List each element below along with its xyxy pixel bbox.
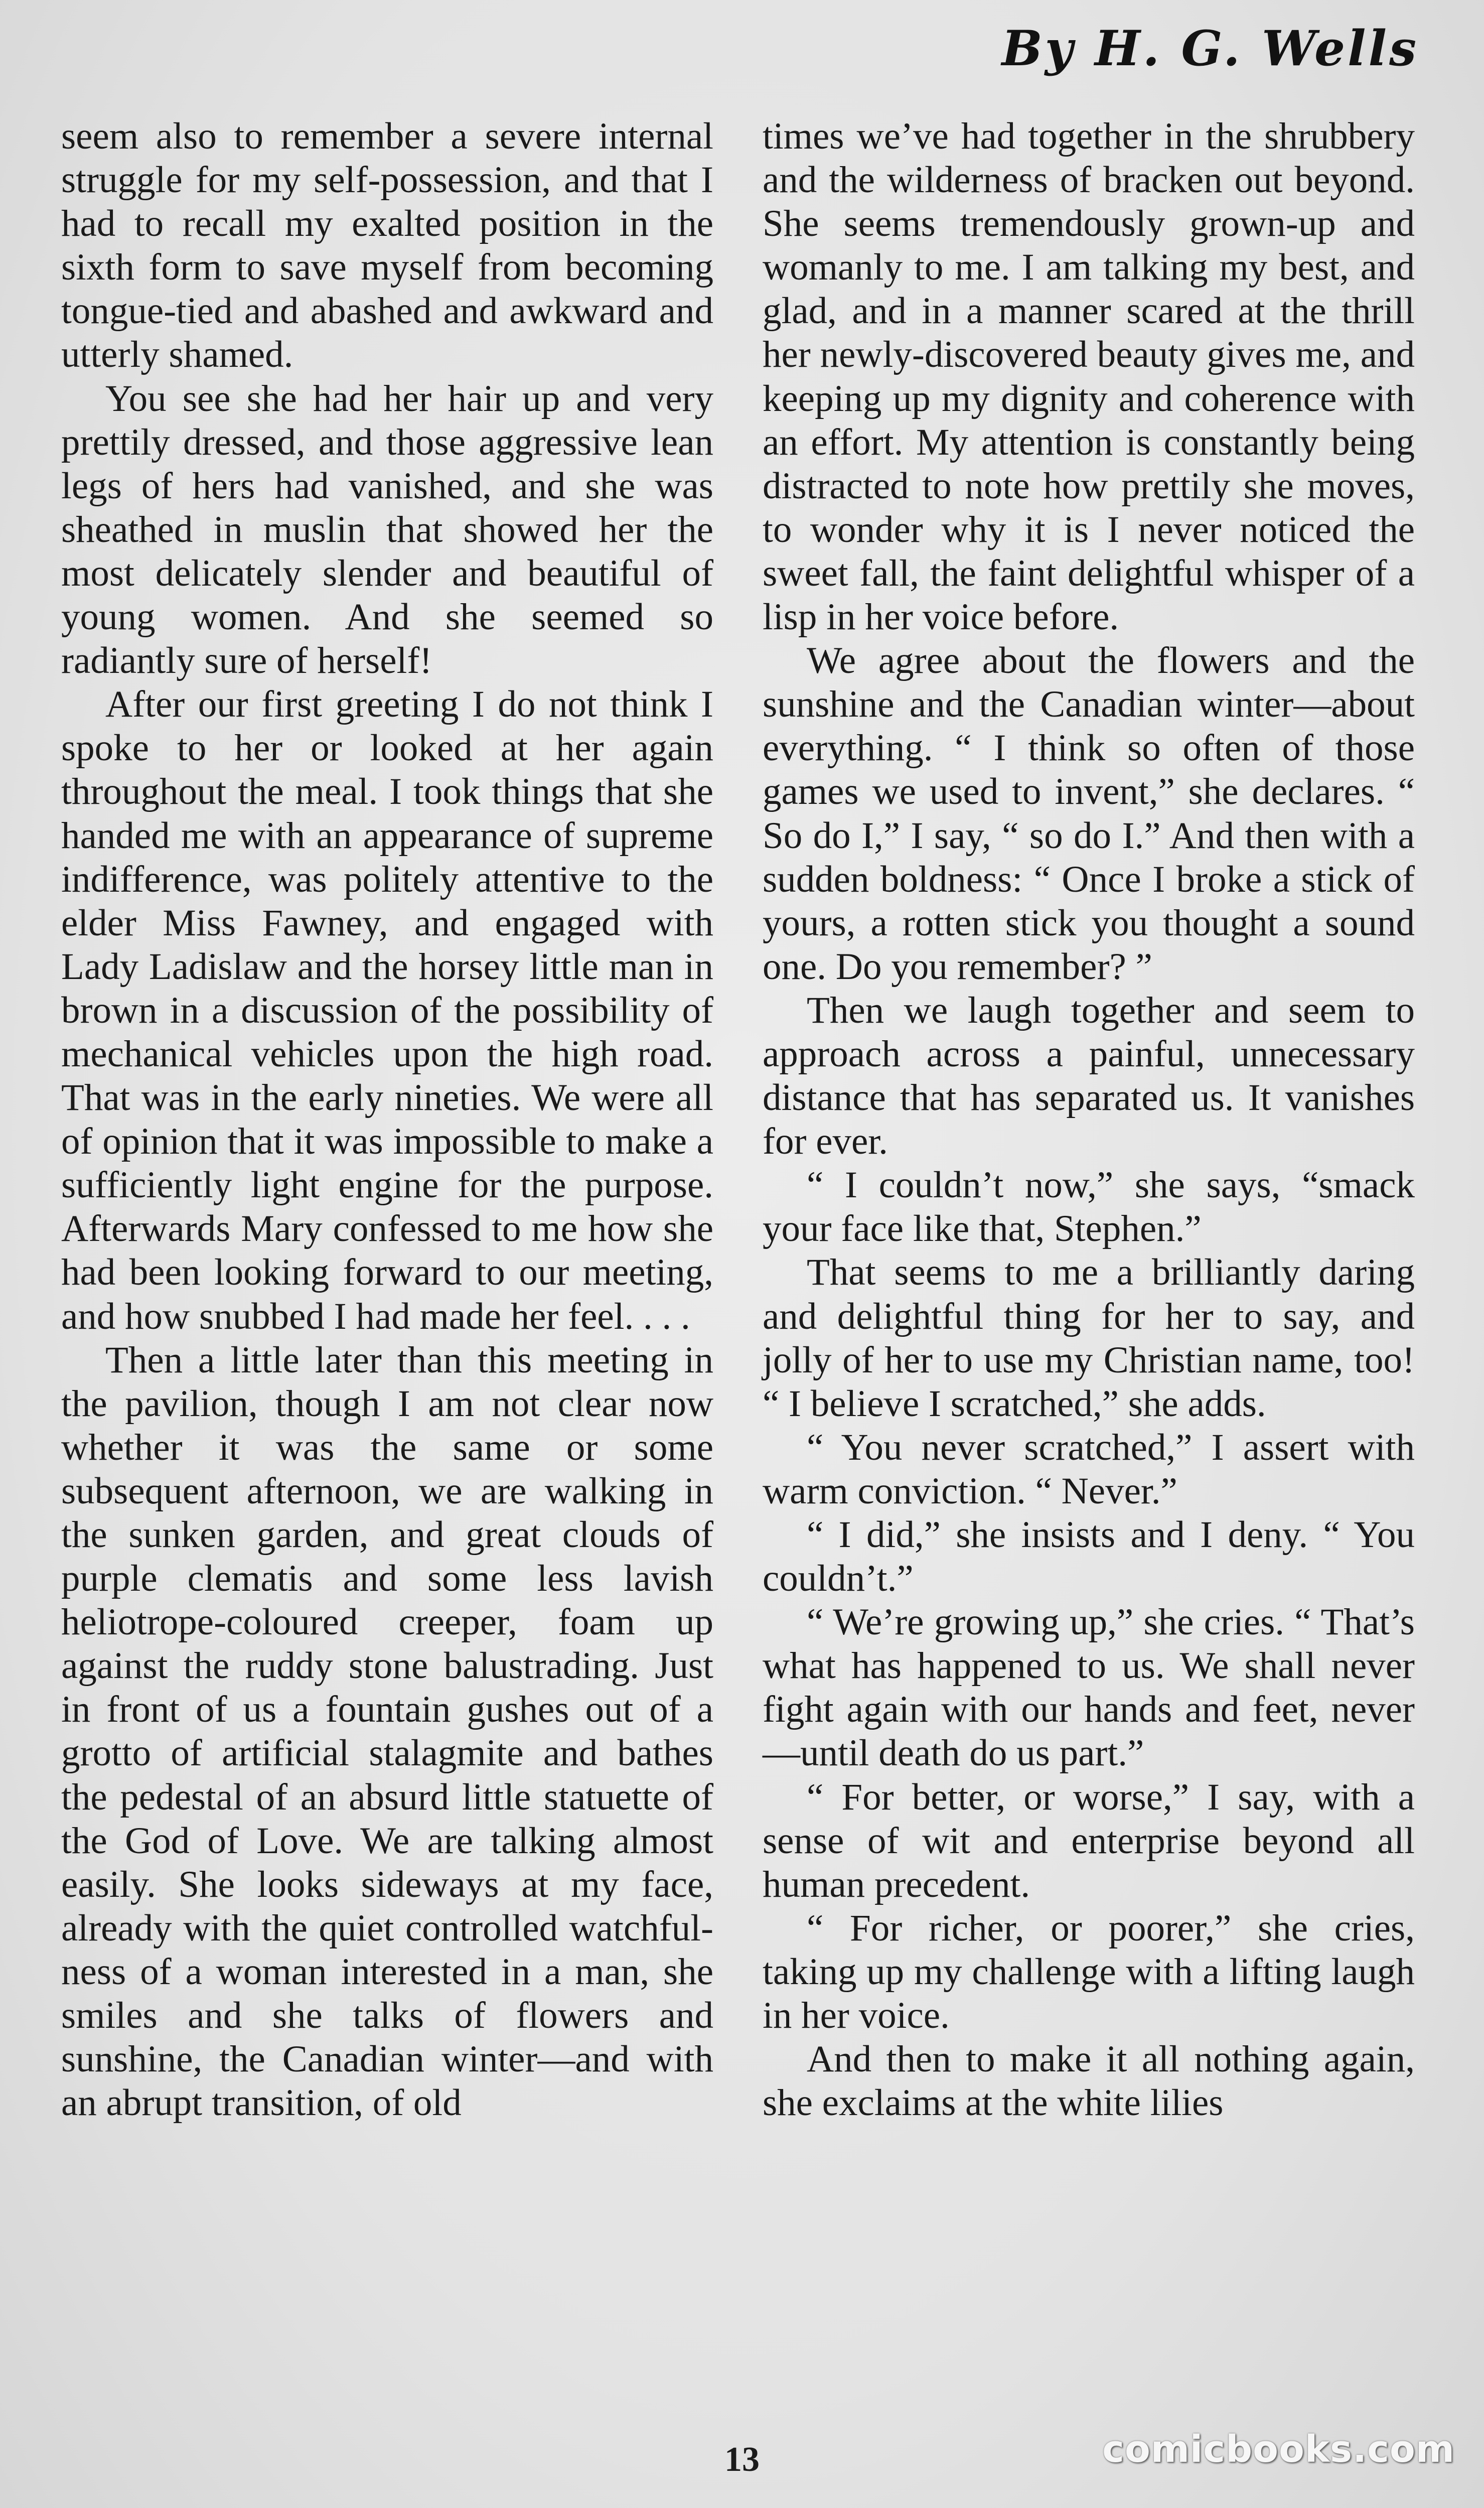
right-text-column xyxy=(763,114,1415,2125)
paragraph: “ We’re growing up,” she cries. “ That’s what has happened to us. We shall never fight again with our hands and feet, never—until death do us part.” xyxy=(763,1601,1415,1774)
page-number: 13 xyxy=(724,2440,760,2479)
paragraph: Then we laugh together and seem to approach across a painful, unnecessary distance that has separated us. It vanishes for ever. xyxy=(763,989,1415,1163)
paragraph: “ For better, or worse,” I say, with a sense of wit and enterprise beyond all human precedent. xyxy=(763,1776,1415,1905)
site-watermark: comicbooks.com xyxy=(1102,2428,1455,2471)
left-text-column xyxy=(61,114,713,2125)
paragraph: “ I did,” she insists and I deny. “ You couldn’t.” xyxy=(763,1514,1415,1600)
paragraph: “ I couldn’t now,” she says, “smack your face like that, Stephen.” xyxy=(763,1164,1415,1250)
paragraph: You see she had her hair up and very prettily dressed, and those aggressive lean legs of hers had vanished, and she was sheathed in muslin that showed her the most delicately slender and beautiful of young women. And she seemed so radiantly sure of herself! xyxy=(61,377,713,682)
paragraph: “ You never scratched,” I assert with warm conviction. “ Never.” xyxy=(763,1426,1415,1512)
author-byline: By H. G. Wells xyxy=(1001,20,1419,77)
paragraph: “ For richer, or poorer,” she cries, taking up my challenge with a lifting laugh in her voice. xyxy=(763,1907,1415,2037)
paragraph: After our first greeting I do not think I spoke to her or looked at her again throughout the meal. I took things that she handed me with an appearance of supreme indifference, was politely attentive to the elder Miss Fawney, and engaged with Lady Ladislaw and the horsey little man in brown in a discussion of the possibility of mechanical vehicles upon the high road. That was in the early nineties. We were all of opinion that it was impossible to make a sufficiently light engine for the purpose. Afterwards Mary confessed to me how she had been looking forward to our meeting, and how snubbed I had made her feel. . . . xyxy=(61,683,713,1337)
paragraph: seem also to remember a severe internal struggle for my self-possession, and that I had to recall my exalted position in the sixth form to save myself from becoming tongue-tied and abashed and awkward and utterly shamed. xyxy=(61,115,713,376)
paragraph: Then a little later than this meeting in the pavilion, though I am not clear now whether it was the same or some subsequent afternoon, we are walking in the sunken garden, and great clouds of purple clematis and some less lavish heliotrope-coloured creeper, foam up against the ruddy stone balustrading. Just in front of us a fountain gushes out of a grotto of artificial stalagmite and bathes the pedestal of an absurd little statuette of the God of Love. We are talking almost easily. She looks sideways at my face, already with the quiet controlled watchfulness of a woman interested in a man, she smiles and she talks of flowers and sunshine, the Canadian winter—and with an abrupt transition, of old xyxy=(61,1339,713,2124)
paragraph: times we’ve had together in the shrubbery and the wilderness of bracken out beyond. She seems tremendously grown-up and womanly to me. I am talking my best, and glad, and in a manner scared at the thrill her newly-discovered beauty gives me, and keeping up my dignity and coherence with an effort. My attention is constantly being distracted to note how prettily she moves, to wonder why it is I never noticed the sweet fall, the faint delightful whisper of a lisp in her voice before. xyxy=(763,115,1415,638)
paragraph: And then to make it all nothing again, she exclaims at the white lilies xyxy=(763,2038,1415,2124)
paragraph: That seems to me a brilliantly daring and delightful thing for her to say, and jolly of her to use my Christian name, too! “ I believe I scratched,” she adds. xyxy=(763,1251,1415,1425)
paragraph: We agree about the flowers and the sunshine and the Canadian winter—about everything. “ I think so often of those games we used to invent,” she declares. “ So do I,” I say, “ so do I.” And then with a sudden boldness: “ Once I broke a stick of yours, a rotten stick you thought a sound one. Do you remember? ” xyxy=(763,640,1415,988)
